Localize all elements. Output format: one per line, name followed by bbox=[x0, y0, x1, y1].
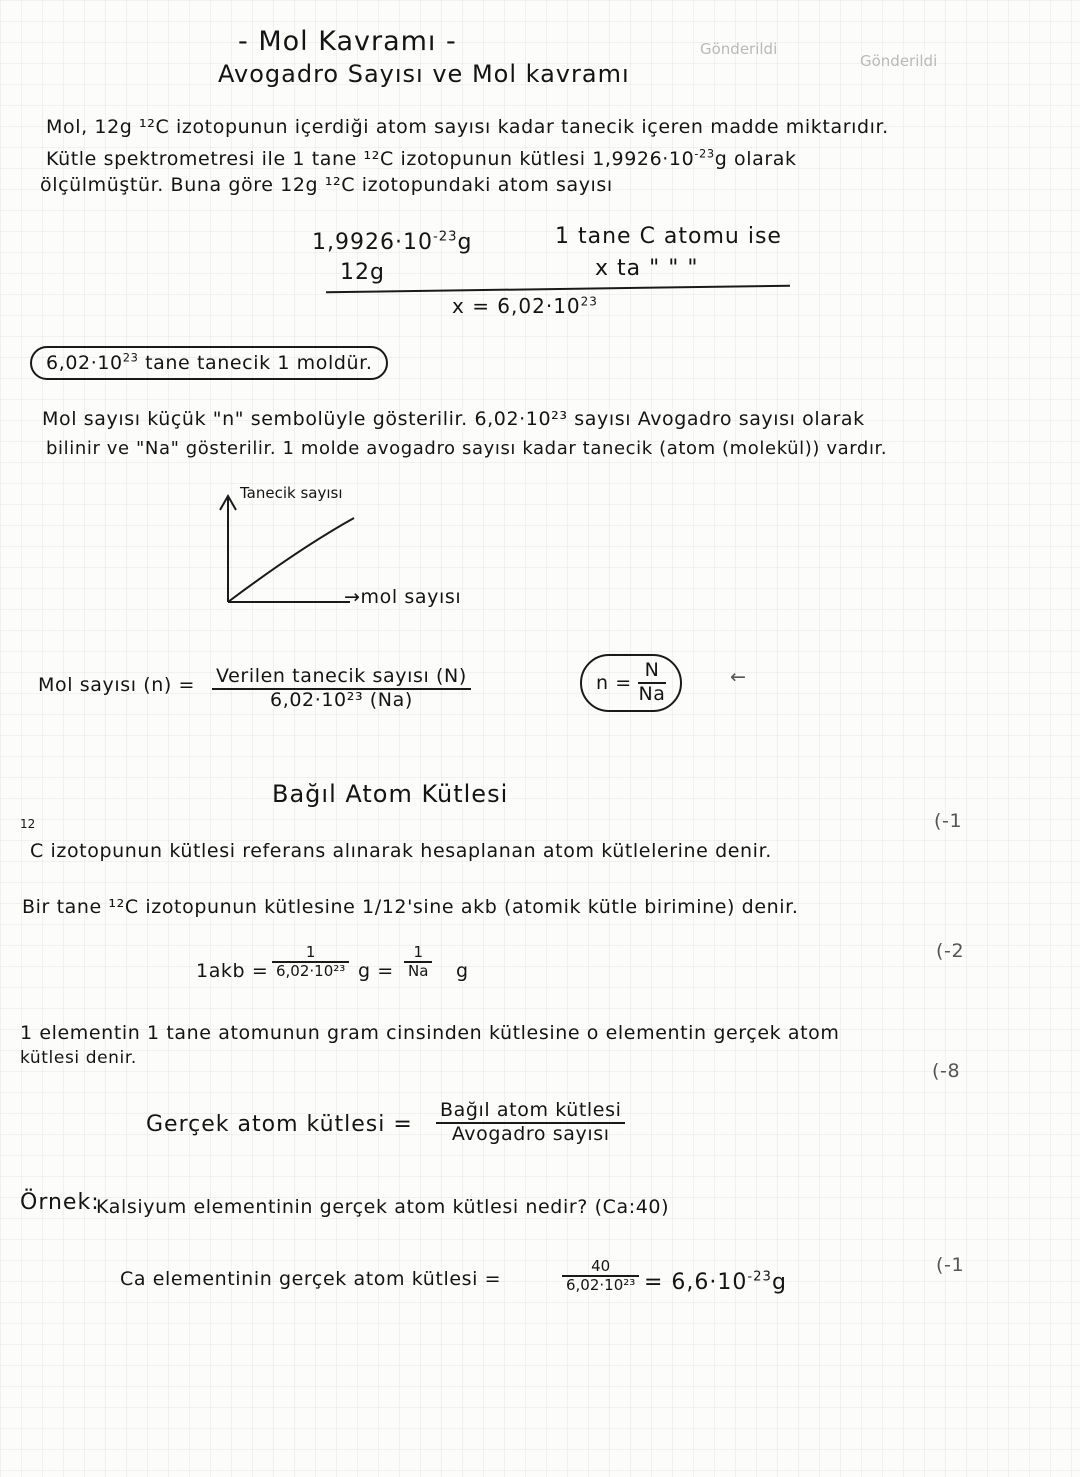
formula-numerator: Verilen tanecik sayısı (N) bbox=[212, 666, 471, 690]
akb-fraction-2 bbox=[404, 944, 432, 981]
akb-lhs: 1akb = bbox=[196, 960, 269, 982]
example-answer-exp: -23 bbox=[747, 1269, 772, 1285]
calc1-mass: 1,9926·10 bbox=[312, 230, 433, 255]
calc1-row2-right: x ta " " " bbox=[595, 256, 699, 281]
example-answer-lhs: Ca elementinin gerçek atom kütlesi = bbox=[120, 1268, 502, 1290]
formula-denominator: 6,02·10²³ (Na) bbox=[270, 688, 413, 711]
calc1-result-text: x = 6,02·10 bbox=[452, 294, 581, 318]
calc1-mass-exp: -23 bbox=[432, 229, 458, 245]
formula-fraction bbox=[212, 666, 471, 712]
page-subtitle: Avogadro Sayısı ve Mol kavramı bbox=[218, 60, 630, 88]
avogadro-statement bbox=[30, 346, 388, 380]
bagil-def1: C izotopunun kütlesi referans alınarak hesaplanan atom kütlelerine denir. bbox=[30, 840, 772, 862]
gercek-fraction bbox=[436, 1100, 625, 1146]
graph-y-label: Tanecik sayısı bbox=[240, 484, 343, 502]
mol-paragraph-line-2: bilinir ve "Na" gösterilir. 1 molde avogadro sayısı kadar tanecik (atom (molekül)) vardır. bbox=[46, 438, 888, 459]
calc1-row1-right: 1 tane C atomu ise bbox=[555, 224, 782, 249]
gercek-lhs: Gerçek atom kütlesi = bbox=[146, 1112, 413, 1137]
avogadro-statement-a: 6,02·10 bbox=[46, 352, 123, 374]
bagil-def2: Bir tane ¹²C izotopunun kütlesine 1/12'sine akb (atomik kütle birimine) denir. bbox=[22, 896, 799, 918]
header-mark-1: Gönderildi bbox=[700, 40, 778, 58]
bagil-def1-sup: 12 bbox=[20, 817, 36, 831]
calc1-result bbox=[452, 296, 598, 316]
formula-cloud bbox=[580, 654, 682, 712]
cloud-denominator: Na bbox=[638, 682, 666, 705]
example-label: Örnek: bbox=[20, 1190, 100, 1215]
gercek-denominator: Avogadro sayısı bbox=[451, 1122, 610, 1145]
intro-line-1: Mol, 12g ¹²C izotopunun içerdiği atom sayısı kadar tanecik içeren madde miktarıdır. bbox=[46, 116, 889, 138]
akb-num-2: 1 bbox=[404, 944, 432, 963]
example-fraction bbox=[562, 1258, 639, 1295]
calc1-mass-unit: g bbox=[457, 230, 473, 255]
graph-x-label bbox=[344, 588, 461, 607]
mol-paragraph-line-1: Mol sayısı küçük "n" sembolüyle gösterilir. 6,02·10²³ sayısı Avogadro sayısı olarak bbox=[42, 408, 865, 430]
example-ans-den: 6,02·10²³ bbox=[566, 1276, 636, 1295]
calc1-row2-left: 12g bbox=[340, 260, 385, 285]
bagil-heading: Bağıl Atom Kütlesi bbox=[272, 780, 509, 808]
calc1-divider bbox=[326, 285, 790, 293]
formula-lhs: Mol sayısı (n) = bbox=[38, 674, 196, 696]
cloud-lhs: n = bbox=[596, 671, 632, 694]
avogadro-statement-b: tane tanecik 1 moldür. bbox=[138, 352, 373, 374]
graph-x-arrow: → bbox=[344, 586, 361, 608]
example-ans-num: 40 bbox=[562, 1258, 639, 1277]
gercek-line-2: kütlesi denir. bbox=[20, 1048, 137, 1068]
margin-mark-2: (-2 bbox=[936, 940, 965, 962]
akb-fraction-1 bbox=[272, 944, 349, 981]
gercek-line-1: 1 elementin 1 tane atomunun gram cinsinden kütlesine o elementin gerçek atom bbox=[20, 1022, 840, 1044]
akb-mid: g = bbox=[358, 960, 394, 982]
akb-num-1: 1 bbox=[272, 944, 349, 963]
intro-line-3: ölçülmüştür. Buna göre 12g ¹²C izotopundaki atom sayısı bbox=[40, 174, 613, 196]
example-question: Kalsiyum elementinin gerçek atom kütlesi nedir? (Ca:40) bbox=[96, 1196, 670, 1218]
intro-line-2-exp: -23 bbox=[694, 146, 715, 161]
intro-line-2 bbox=[46, 146, 797, 170]
example-answer-value: = 6,6·10 bbox=[644, 1270, 748, 1295]
avogadro-statement-exp: 23 bbox=[122, 350, 139, 365]
akb-den-2: Na bbox=[408, 962, 429, 981]
example-answer-unit: g bbox=[771, 1270, 787, 1295]
margin-mark-4: (-1 bbox=[936, 1254, 965, 1276]
graph-x-label-text: mol sayısı bbox=[360, 586, 462, 608]
margin-mark-3: (-8 bbox=[932, 1060, 961, 1082]
graph-curve bbox=[228, 518, 354, 602]
calc1-result-exp: 23 bbox=[580, 294, 598, 309]
cloud-pointer-arrow: ← bbox=[730, 666, 747, 688]
akb-den-1: 6,02·10²³ bbox=[276, 962, 346, 981]
akb-end: g bbox=[456, 960, 469, 982]
calc1-row1-left bbox=[312, 229, 473, 255]
gercek-numerator: Bağıl atom kütlesi bbox=[436, 1100, 625, 1124]
page-title: - Mol Kavramı - bbox=[238, 26, 457, 57]
intro-line-2-b: g olarak bbox=[714, 148, 797, 170]
cloud-numerator: N bbox=[638, 660, 665, 684]
intro-line-2-a: Kütle spektrometresi ile 1 tane ¹²C izotopunun kütlesi 1,9926·10 bbox=[46, 148, 695, 170]
margin-mark-1: (-1 bbox=[934, 810, 963, 832]
example-answer-rhs bbox=[644, 1269, 787, 1295]
header-mark-2: Gönderildi bbox=[860, 52, 938, 70]
